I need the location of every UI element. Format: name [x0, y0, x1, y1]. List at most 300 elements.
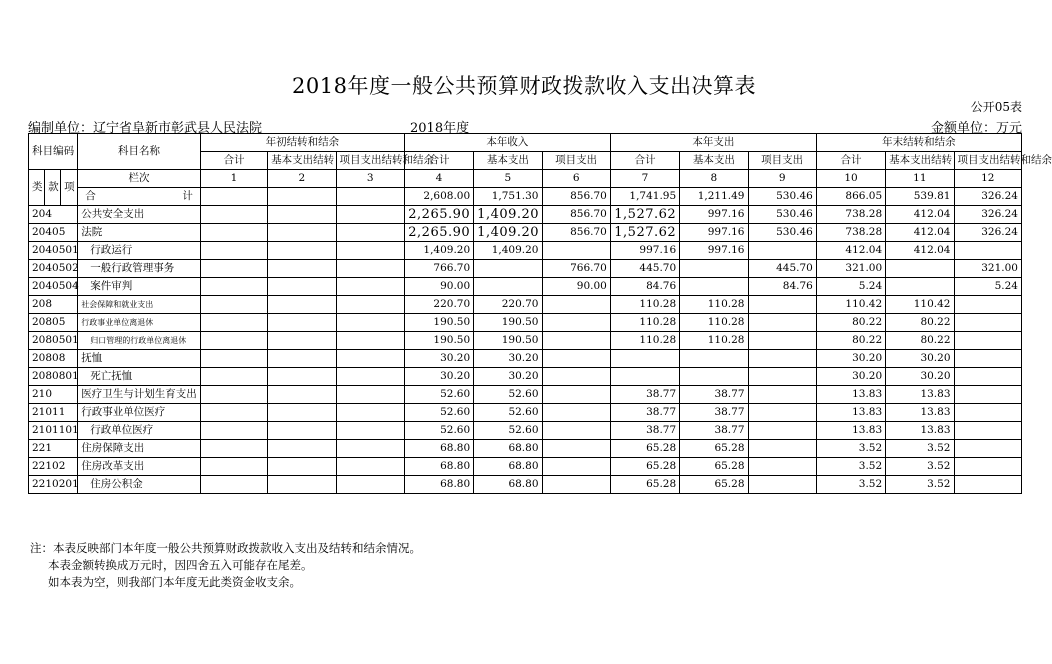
value-cell	[200, 332, 267, 350]
value-cell	[474, 260, 542, 278]
value-cell: 65.28	[610, 476, 679, 494]
total-label	[78, 188, 201, 206]
value-cell: 65.28	[680, 476, 748, 494]
value-cell	[200, 350, 267, 368]
value-cell	[954, 368, 1022, 386]
value-cell: 80.22	[816, 314, 885, 332]
table-row	[29, 458, 1022, 476]
total-cell: 1,751.30	[474, 188, 542, 206]
table-row	[29, 206, 1022, 224]
value-cell	[268, 350, 336, 368]
value-cell: 190.50	[404, 314, 473, 332]
value-cell: 68.80	[474, 440, 542, 458]
value-cell: 30.20	[816, 350, 885, 368]
value-cell: 52.60	[404, 404, 473, 422]
header-group-income: 本年收入	[404, 134, 610, 152]
value-cell: 110.28	[610, 314, 679, 332]
value-cell	[748, 386, 816, 404]
value-cell: 13.83	[886, 386, 954, 404]
value-cell	[268, 422, 336, 440]
value-cell	[336, 368, 404, 386]
value-cell: 1,527.62	[610, 224, 679, 242]
value-cell: 1,409.20	[474, 206, 542, 224]
total-cell: 326.24	[954, 188, 1022, 206]
value-cell: 5.24	[816, 278, 885, 296]
value-cell	[268, 368, 336, 386]
total-cell: 1,741.95	[610, 188, 679, 206]
column-number: 7	[610, 170, 679, 188]
column-number: 9	[748, 170, 816, 188]
total-cell: 866.05	[816, 188, 885, 206]
value-cell: 3.52	[816, 458, 885, 476]
column-number: 8	[680, 170, 748, 188]
value-cell: 530.46	[748, 206, 816, 224]
value-cell: 1,409.20	[404, 242, 473, 260]
subject-name: 死亡抚恤	[78, 368, 201, 386]
subject-name: 住房保障支出	[78, 440, 201, 458]
value-cell: 38.77	[680, 386, 748, 404]
header-col-9: 项目支出	[748, 152, 816, 170]
value-cell: 321.00	[816, 260, 885, 278]
subject-code: 2101101	[29, 422, 78, 440]
value-cell: 1,409.20	[474, 224, 542, 242]
value-cell	[886, 260, 954, 278]
table-row	[29, 386, 1022, 404]
value-cell	[542, 350, 610, 368]
table-row	[29, 314, 1022, 332]
value-cell: 38.77	[680, 404, 748, 422]
subject-code: 2080501	[29, 332, 78, 350]
subject-name: 行政事业单位医疗	[78, 404, 201, 422]
value-cell	[268, 314, 336, 332]
subject-code: 204	[29, 206, 78, 224]
table-row	[29, 296, 1022, 314]
column-index-label: 栏次	[78, 170, 201, 188]
subject-code: 2040502	[29, 260, 78, 278]
value-cell	[680, 260, 748, 278]
value-cell: 52.60	[474, 386, 542, 404]
header-col-4: 合计	[404, 152, 473, 170]
value-cell	[336, 224, 404, 242]
subject-code: 208	[29, 296, 78, 314]
value-cell	[336, 386, 404, 404]
value-cell	[748, 296, 816, 314]
value-cell	[748, 404, 816, 422]
value-cell: 220.70	[474, 296, 542, 314]
value-cell: 13.83	[886, 404, 954, 422]
value-cell: 738.28	[816, 206, 885, 224]
subject-code: 20808	[29, 350, 78, 368]
column-number: 12	[954, 170, 1022, 188]
value-cell	[336, 242, 404, 260]
value-cell	[268, 296, 336, 314]
value-cell: 90.00	[542, 278, 610, 296]
value-cell	[954, 314, 1022, 332]
value-cell	[542, 314, 610, 332]
value-cell	[954, 458, 1022, 476]
value-cell	[748, 422, 816, 440]
value-cell	[748, 314, 816, 332]
header-col-6: 项目支出	[542, 152, 610, 170]
total-cell	[268, 188, 336, 206]
total-cell	[336, 188, 404, 206]
value-cell: 326.24	[954, 224, 1022, 242]
total-cell: 530.46	[748, 188, 816, 206]
value-cell	[542, 242, 610, 260]
value-cell: 38.77	[680, 422, 748, 440]
value-cell	[336, 350, 404, 368]
value-cell	[748, 440, 816, 458]
header-col-8: 基本支出	[680, 152, 748, 170]
value-cell: 110.28	[680, 332, 748, 350]
column-number: 2	[268, 170, 336, 188]
subject-name: 社会保障和就业支出	[78, 296, 201, 314]
value-cell: 30.20	[886, 350, 954, 368]
subject-code: 2210201	[29, 476, 78, 494]
column-number: 3	[336, 170, 404, 188]
value-cell: 1,527.62	[610, 206, 679, 224]
value-cell	[680, 278, 748, 296]
value-cell	[954, 242, 1022, 260]
column-number: 6	[542, 170, 610, 188]
value-cell: 68.80	[404, 476, 473, 494]
value-cell: 68.80	[404, 458, 473, 476]
value-cell: 13.83	[816, 404, 885, 422]
value-cell	[542, 368, 610, 386]
value-cell: 110.28	[680, 314, 748, 332]
value-cell	[268, 260, 336, 278]
value-cell: 997.16	[680, 206, 748, 224]
subject-code: 2080801	[29, 368, 78, 386]
value-cell: 52.60	[404, 386, 473, 404]
value-cell	[268, 476, 336, 494]
value-cell: 30.20	[816, 368, 885, 386]
value-cell: 65.28	[680, 458, 748, 476]
table-row	[29, 332, 1022, 350]
value-cell: 412.04	[816, 242, 885, 260]
subject-name: 行政单位医疗	[78, 422, 201, 440]
value-cell	[336, 332, 404, 350]
value-cell	[610, 350, 679, 368]
value-cell: 30.20	[404, 350, 473, 368]
value-cell: 30.20	[404, 368, 473, 386]
value-cell	[336, 314, 404, 332]
value-cell	[748, 476, 816, 494]
header-group-closing: 年末结转和结余	[816, 134, 1021, 152]
total-cell	[200, 188, 267, 206]
value-cell	[474, 278, 542, 296]
value-cell: 13.83	[816, 422, 885, 440]
subject-name: 抚恤	[78, 350, 201, 368]
value-cell: 856.70	[542, 206, 610, 224]
value-cell	[542, 422, 610, 440]
value-cell: 110.42	[816, 296, 885, 314]
value-cell	[542, 476, 610, 494]
value-cell: 52.60	[404, 422, 473, 440]
value-cell: 2,265.90	[404, 224, 473, 242]
header-col-12: 项目支出结转和结余	[954, 152, 1022, 170]
value-cell	[336, 476, 404, 494]
value-cell: 38.77	[610, 422, 679, 440]
value-cell	[610, 368, 679, 386]
value-cell: 412.04	[886, 206, 954, 224]
value-cell	[268, 404, 336, 422]
budget-table	[28, 133, 1052, 494]
value-cell	[268, 332, 336, 350]
value-cell: 3.52	[816, 476, 885, 494]
value-cell: 412.04	[886, 242, 954, 260]
value-cell	[268, 242, 336, 260]
value-cell	[680, 350, 748, 368]
value-cell: 190.50	[474, 332, 542, 350]
header-col-11: 基本支出结转	[886, 152, 954, 170]
value-cell	[200, 278, 267, 296]
table-row	[29, 368, 1022, 386]
value-cell	[336, 260, 404, 278]
value-cell	[748, 458, 816, 476]
value-cell	[200, 386, 267, 404]
value-cell: 84.76	[748, 278, 816, 296]
table-row	[29, 404, 1022, 422]
form-number: 公开05表	[970, 100, 1022, 114]
column-number-row	[29, 170, 1022, 188]
notes	[30, 540, 421, 591]
value-cell	[268, 224, 336, 242]
value-cell	[954, 440, 1022, 458]
note-line: 本表金额转换成万元时，因四舍五入可能存在尾差。	[48, 558, 313, 572]
value-cell: 190.50	[404, 332, 473, 350]
value-cell: 412.04	[886, 224, 954, 242]
subject-name: 住房改革支出	[78, 458, 201, 476]
table-row	[29, 422, 1022, 440]
value-cell	[336, 458, 404, 476]
value-cell: 68.80	[474, 476, 542, 494]
header-group-expense: 本年支出	[610, 134, 816, 152]
value-cell	[954, 350, 1022, 368]
header-subject-name: 科目名称	[78, 134, 201, 170]
value-cell: 738.28	[816, 224, 885, 242]
header-col-7: 合计	[610, 152, 679, 170]
header-subject-code: 科目编码	[29, 134, 78, 170]
total-label-left: 合	[85, 190, 96, 202]
value-cell	[886, 278, 954, 296]
note-line: 如本表为空，则我部门本年度无此类资金收支余。	[48, 575, 301, 589]
value-cell	[268, 458, 336, 476]
header-group-opening: 年初结转和结余	[200, 134, 404, 152]
subject-code: 21011	[29, 404, 78, 422]
value-cell: 80.22	[886, 314, 954, 332]
header-col-10: 合计	[816, 152, 885, 170]
header-col-3: 项目支出结转和结余	[336, 152, 404, 170]
value-cell: 997.16	[680, 242, 748, 260]
value-cell	[268, 386, 336, 404]
value-cell: 856.70	[542, 224, 610, 242]
table-row	[29, 440, 1022, 458]
subject-code: 20805	[29, 314, 78, 332]
subject-code: 210	[29, 386, 78, 404]
subject-code: 2040504	[29, 278, 78, 296]
subject-code: 2040501	[29, 242, 78, 260]
value-cell	[954, 386, 1022, 404]
total-row	[29, 188, 1022, 206]
value-cell	[336, 422, 404, 440]
subject-name: 住房公积金	[78, 476, 201, 494]
total-cell: 539.81	[886, 188, 954, 206]
value-cell	[954, 332, 1022, 350]
value-cell: 13.83	[816, 386, 885, 404]
value-cell	[542, 440, 610, 458]
value-cell	[268, 440, 336, 458]
header-col-5: 基本支出	[474, 152, 542, 170]
subject-name: 归口管理的行政单位离退休	[78, 332, 201, 350]
value-cell	[336, 296, 404, 314]
value-cell: 110.42	[886, 296, 954, 314]
value-cell	[200, 458, 267, 476]
value-cell	[748, 242, 816, 260]
value-cell	[336, 440, 404, 458]
compiling-unit: 编制单位：辽宁省阜新市彰武县人民法院	[28, 121, 263, 136]
subject-code: 20405	[29, 224, 78, 242]
money-unit: 金额单位：万元	[930, 121, 1022, 136]
column-number: 1	[200, 170, 267, 188]
value-cell: 997.16	[610, 242, 679, 260]
column-number: 11	[886, 170, 954, 188]
value-cell	[336, 278, 404, 296]
value-cell	[542, 386, 610, 404]
value-cell	[268, 206, 336, 224]
value-cell	[268, 278, 336, 296]
value-cell	[336, 404, 404, 422]
value-cell	[200, 440, 267, 458]
value-cell	[200, 260, 267, 278]
value-cell	[748, 332, 816, 350]
subject-name: 行政运行	[78, 242, 201, 260]
value-cell	[200, 404, 267, 422]
value-cell: 110.28	[680, 296, 748, 314]
table-row	[29, 224, 1022, 242]
value-cell	[748, 350, 816, 368]
value-cell: 530.46	[748, 224, 816, 242]
column-number: 5	[474, 170, 542, 188]
total-cell: 1,211.49	[680, 188, 748, 206]
value-cell: 445.70	[610, 260, 679, 278]
code-part-section: 款	[45, 170, 61, 206]
value-cell: 65.28	[610, 440, 679, 458]
column-number: 10	[816, 170, 885, 188]
value-cell: 3.52	[886, 440, 954, 458]
subject-name: 公共安全支出	[78, 206, 201, 224]
report-year: 2018年度	[410, 121, 470, 136]
value-cell	[954, 422, 1022, 440]
value-cell: 52.60	[474, 404, 542, 422]
total-cell: 856.70	[542, 188, 610, 206]
value-cell: 38.77	[610, 386, 679, 404]
value-cell: 190.50	[474, 314, 542, 332]
value-cell: 3.52	[816, 440, 885, 458]
value-cell: 68.80	[404, 440, 473, 458]
value-cell: 110.28	[610, 296, 679, 314]
value-cell: 90.00	[404, 278, 473, 296]
value-cell: 766.70	[404, 260, 473, 278]
value-cell	[542, 296, 610, 314]
value-cell: 1,409.20	[474, 242, 542, 260]
value-cell: 30.20	[474, 350, 542, 368]
value-cell: 766.70	[542, 260, 610, 278]
value-cell	[954, 404, 1022, 422]
column-number: 4	[404, 170, 473, 188]
value-cell	[200, 422, 267, 440]
value-cell: 2,265.90	[404, 206, 473, 224]
value-cell: 445.70	[748, 260, 816, 278]
value-cell: 68.80	[474, 458, 542, 476]
value-cell: 321.00	[954, 260, 1022, 278]
table-row	[29, 242, 1022, 260]
total-label-right: 计	[182, 190, 193, 202]
value-cell: 997.16	[680, 224, 748, 242]
value-cell: 220.70	[404, 296, 473, 314]
value-cell	[200, 296, 267, 314]
value-cell: 13.83	[886, 422, 954, 440]
value-cell: 5.24	[954, 278, 1022, 296]
value-cell: 30.20	[886, 368, 954, 386]
header-col-1: 合计	[200, 152, 267, 170]
value-cell	[200, 368, 267, 386]
value-cell	[542, 332, 610, 350]
value-cell	[200, 476, 267, 494]
subject-name: 案件审判	[78, 278, 201, 296]
value-cell: 80.22	[886, 332, 954, 350]
value-cell: 3.52	[886, 476, 954, 494]
value-cell	[954, 296, 1022, 314]
value-cell: 110.28	[610, 332, 679, 350]
value-cell	[200, 206, 267, 224]
subject-code: 22102	[29, 458, 78, 476]
value-cell: 52.60	[474, 422, 542, 440]
value-cell	[748, 368, 816, 386]
subject-name: 医疗卫生与计划生育支出	[78, 386, 201, 404]
value-cell: 65.28	[680, 440, 748, 458]
table-row	[29, 260, 1022, 278]
value-cell: 84.76	[610, 278, 679, 296]
code-part-class: 类	[29, 170, 45, 206]
table-row	[29, 476, 1022, 494]
subject-name: 一般行政管理事务	[78, 260, 201, 278]
note-line: 注：本表反映部门本年度一般公共预算财政拨款收入支出及结转和结余情况。	[30, 541, 421, 555]
value-cell	[200, 242, 267, 260]
value-cell	[542, 404, 610, 422]
value-cell	[954, 476, 1022, 494]
value-cell: 65.28	[610, 458, 679, 476]
report-title: 2018年度一般公共预算财政拨款收入支出决算表	[292, 74, 756, 98]
table-row	[29, 350, 1022, 368]
value-cell	[680, 368, 748, 386]
value-cell	[336, 206, 404, 224]
value-cell: 3.52	[886, 458, 954, 476]
header-row-groups	[29, 134, 1022, 152]
value-cell: 326.24	[954, 206, 1022, 224]
subject-name: 行政事业单位离退休	[78, 314, 201, 332]
value-cell: 30.20	[474, 368, 542, 386]
total-cell: 2,608.00	[404, 188, 473, 206]
value-cell	[542, 458, 610, 476]
table-row	[29, 278, 1022, 296]
value-cell	[200, 224, 267, 242]
value-cell	[200, 314, 267, 332]
subject-name: 法院	[78, 224, 201, 242]
code-part-item: 项	[61, 170, 78, 206]
value-cell: 38.77	[610, 404, 679, 422]
header-col-2: 基本支出结转	[268, 152, 336, 170]
